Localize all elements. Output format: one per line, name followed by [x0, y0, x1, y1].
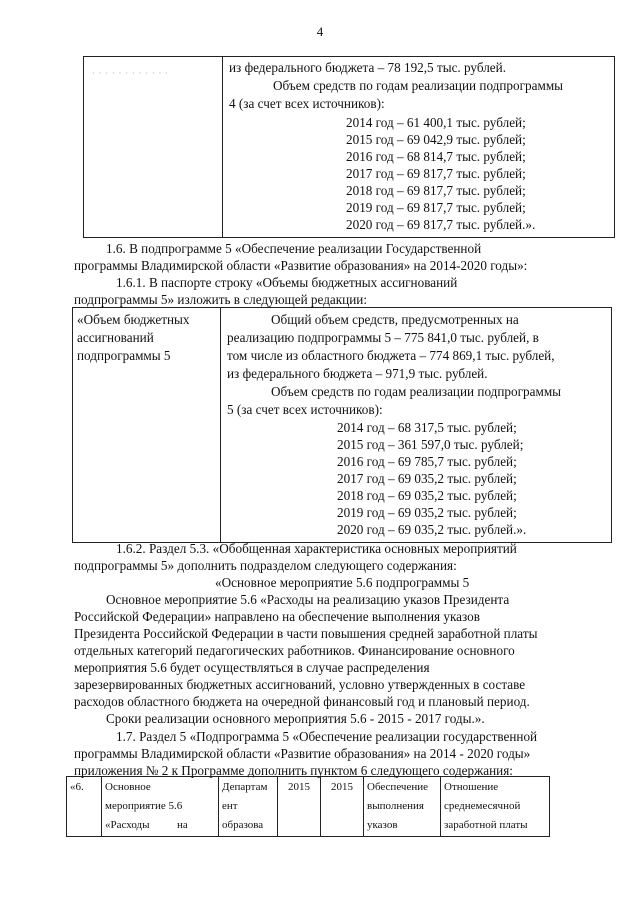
table3-col-start: [278, 777, 321, 837]
p162-body-4: отдельных категорий педагогических работников. Финансирование основного: [74, 643, 515, 658]
table3-executor-line-1: Департам: [222, 781, 268, 793]
appendix2-item6-table: [66, 776, 550, 837]
table1-right-cell: [223, 57, 615, 238]
table3-col-result: [364, 777, 441, 837]
p16-line1: 1.6. В подпрограмме 5 «Обеспечение реализации Государственной: [106, 241, 482, 256]
table3-col-end: [321, 777, 364, 837]
table1-year-2016: 2016 год – 68 814,7 тыс. рублей;: [346, 149, 526, 164]
table3-indicator-line-2: среднемесячной: [444, 800, 521, 812]
table3-indicator-line-1: Отношение: [444, 781, 499, 793]
table2-right-cell: [221, 308, 612, 543]
table3-activity-line-1: Основное: [105, 781, 151, 793]
p162-body-5: мероприятия 5.6 будет осуществляться в случае распределения: [74, 660, 430, 675]
table2-left-cell: [73, 308, 221, 543]
table1-year-2017: 2017 год – 69 817,7 тыс. рублей;: [346, 166, 526, 181]
p17-line1: 1.7. Раздел 5 «Подпрограмма 5 «Обеспечение реализации государственной: [116, 729, 538, 744]
table2-year-2017: 2017 год – 69 035,2 тыс. рублей;: [337, 471, 517, 486]
table2-line-1: Общий объем средств, предусмотренных на: [271, 312, 519, 327]
table1-line-2: Объем средств по годам реализации подпрограммы: [273, 78, 564, 93]
p162-body-1: Основное мероприятие 5.6 «Расходы на реализацию указов Президента: [106, 592, 510, 607]
table1-line-1: из федерального бюджета – 78 192,5 тыс. рублей.: [229, 60, 507, 75]
p162-deadline: Сроки реализации основного мероприятия 5.6 - 2015 - 2017 годы.».: [106, 711, 485, 726]
table3-col-executor: [219, 777, 278, 837]
table3-col-activity: [102, 777, 219, 837]
table3-number: «6.: [70, 781, 84, 793]
table2-year-2016: 2016 год – 69 785,7 тыс. рублей;: [337, 454, 517, 469]
table3-result-line-1: Обеспечение: [367, 781, 428, 793]
table2-years: [227, 419, 607, 538]
table2-line-2: реализацию подпрограммы 5 – 775 841,0 тыс. рублей, в: [227, 330, 539, 345]
table2-year-2020: 2020 год – 69 035,2 тыс. рублей.».: [337, 522, 527, 537]
table3-end-year: 2015: [331, 781, 353, 793]
p17-line2: программы Владимирской области «Развитие образования» на 2014 - 2020 годы»: [74, 746, 531, 761]
subprogram4-funding-table: [83, 56, 615, 238]
table2-year-2018: 2018 год – 69 035,2 тыс. рублей;: [337, 488, 517, 503]
table2-year-2019: 2019 год – 69 035,2 тыс. рублей;: [337, 505, 517, 520]
p162-body-6: зарезервированных бюджетных ассигнований, условно утвержденных в составе: [74, 677, 526, 692]
table1-year-2019: 2019 год – 69 817,7 тыс. рублей;: [346, 200, 526, 215]
table2-year-2014: 2014 год – 68 317,5 тыс. рублей;: [337, 420, 517, 435]
p162-body-3: Президента Российской Федерации в части повышения средней заработной платы: [74, 626, 538, 641]
p162-line2: подпрограммы 5» дополнить подразделом следующего содержания:: [74, 558, 457, 573]
p16-line2: программы Владимирской области «Развитие образования» на 2014-2020 годы»:: [74, 258, 528, 273]
table1-year-2020: 2020 год – 69 817,7 тыс. рублей.».: [346, 217, 536, 232]
table3-executor-line-2: ент: [222, 800, 238, 812]
table2-left-line-1: «Объем бюджетных: [77, 312, 190, 327]
table1-line-3: 4 (за счет всех источников):: [229, 96, 385, 111]
subprogram5-passport-table: [72, 307, 612, 543]
table1-year-2014: 2014 год – 61 400,1 тыс. рублей;: [346, 115, 526, 130]
table2-line-4: из федерального бюджета – 971,9 тыс. рублей.: [227, 366, 488, 381]
table1-year-2018: 2018 год – 69 817,7 тыс. рублей;: [346, 183, 526, 198]
p162-body-2: Российской Федерации» направлено на обеспечение выполнения указов: [74, 609, 480, 624]
p162-body-7: расходов областного бюджета на очередной финансовый год и плановый период.: [74, 694, 530, 709]
p161-line2: подпрограммы 5» изложить в следующей редакции:: [74, 292, 368, 307]
table2-left-line-2: ассигнований: [77, 330, 154, 345]
table3-result-line-2: выполнения: [367, 800, 424, 812]
table3-col-indicator: [441, 777, 550, 837]
p162-heading: «Основное мероприятие 5.6 подпрограммы 5: [215, 575, 470, 590]
table3-activity-line-3: «Расходы на: [105, 819, 188, 831]
table3-activity-line-2: мероприятие 5.6: [105, 800, 183, 812]
table2-left-line-3: подпрограммы 5: [77, 348, 171, 363]
table1-years: [229, 114, 614, 233]
table3-indicator-line-3: заработной платы: [444, 819, 528, 831]
p161-line1: 1.6.1. В паспорте строку «Объемы бюджетных ассигнований: [116, 275, 458, 290]
p162-line1: 1.6.2. Раздел 5.3. «Обобщенная характеристика основных мероприятий: [116, 541, 517, 556]
table3-start-year: 2015: [288, 781, 310, 793]
page-number: 4: [316, 24, 324, 39]
table2-line-6: 5 (за счет всех источников):: [227, 402, 383, 417]
table1-left-cell: [84, 57, 223, 238]
table2-line-5: Объем средств по годам реализации подпрограммы: [271, 384, 562, 399]
table3-col-number: [67, 777, 102, 837]
table1-year-2015: 2015 год – 69 042,9 тыс. рублей;: [346, 132, 526, 147]
table3-executor-line-3: образова: [222, 819, 264, 831]
table2-year-2015: 2015 год – 361 597,0 тыс. рублей;: [337, 437, 524, 452]
faint-dots: · · · · · · · · · · · ·: [92, 69, 169, 78]
table2-line-3: том числе из областного бюджета – 774 869,1 тыс. рублей,: [227, 348, 555, 363]
p17-line3: приложения № 2 к Программе дополнить пунктом 6 следующего содержания:: [74, 763, 513, 778]
table3-result-line-3: указов: [367, 819, 398, 831]
